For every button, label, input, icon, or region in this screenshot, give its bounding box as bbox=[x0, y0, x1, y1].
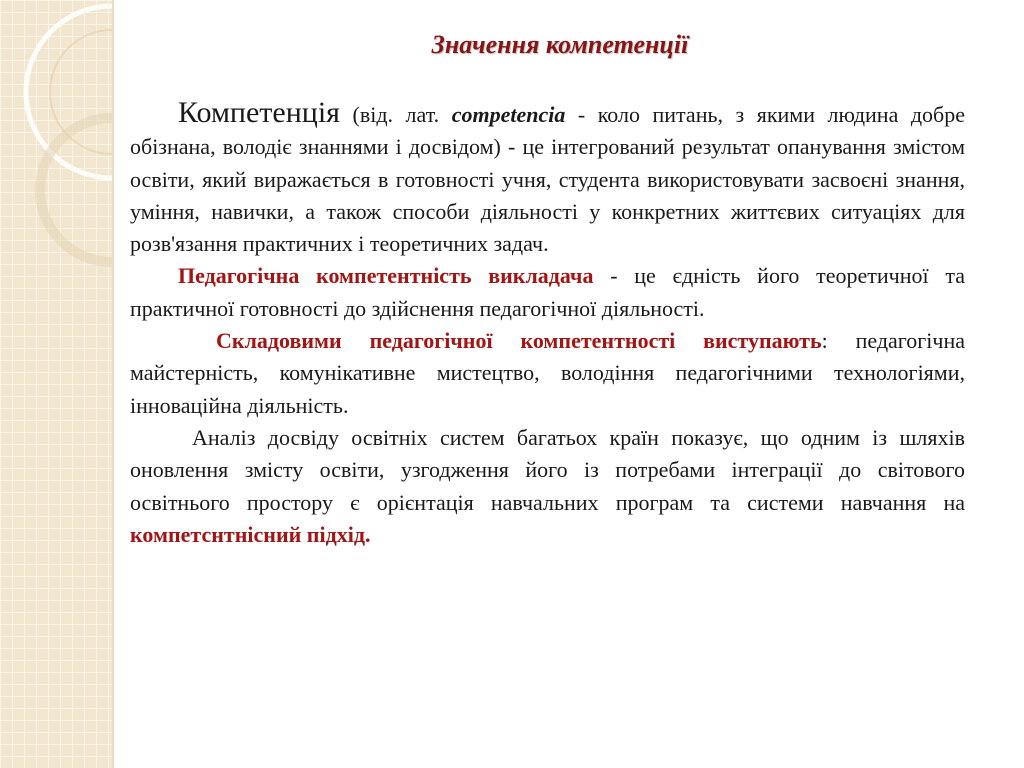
term-competence-approach: компетснтнісний підхід. bbox=[130, 521, 371, 547]
ring-lower bbox=[40, 118, 112, 262]
latin-term: competencia bbox=[451, 102, 566, 127]
decorative-rings bbox=[0, 0, 112, 768]
decorative-side-band bbox=[0, 0, 112, 768]
term-competence: Компетенція bbox=[178, 96, 340, 129]
paragraph-pedagogical-competence bbox=[130, 260, 965, 325]
paragraph-components bbox=[130, 325, 965, 422]
paragraph-competence bbox=[130, 97, 965, 260]
paragraph-1-open: (від. лат. bbox=[339, 102, 452, 127]
paragraph-2-text: - це єдність його теоретичної та практичної готовності до здійснення педагогічної діяльності. bbox=[130, 263, 965, 321]
side-band-edge bbox=[112, 0, 114, 768]
paragraph-3-text: : педагогічна майстерність, комунікативне мистецтво, володіння педагогічними технологіями, інноваційна діяльність. bbox=[130, 328, 965, 418]
paragraph-4-text: Аналіз досвіду освітніх систем багатьох країн показує, що одним із шляхів оновлення змісту освіти, узгодження його із потребами інтеграції до світового освітнього простору є орієнтація навчальних програм та системи навчання на bbox=[130, 424, 965, 515]
slide-title: Значення компетенції bbox=[431, 30, 689, 59]
term-pedagogical-competence: Педагогічна компетентність викладача bbox=[178, 263, 594, 289]
slide-body bbox=[130, 97, 965, 551]
paragraph-analysis bbox=[130, 422, 965, 551]
paragraph-1-text: - коло питань, з якими людина добре обізнана, володіє знаннями і досвідом) - це інтегрований результат опанування змістом освіти, який виражається в готовності учня, студента використовувати засвоєні знання, уміння, навички, а також способи діяльності у конкретних життєвих ситуаціях для розв'язання практичних і теоретичних задач. bbox=[130, 102, 966, 257]
term-components: Складовими педагогічної компетентності виступають bbox=[216, 328, 822, 354]
